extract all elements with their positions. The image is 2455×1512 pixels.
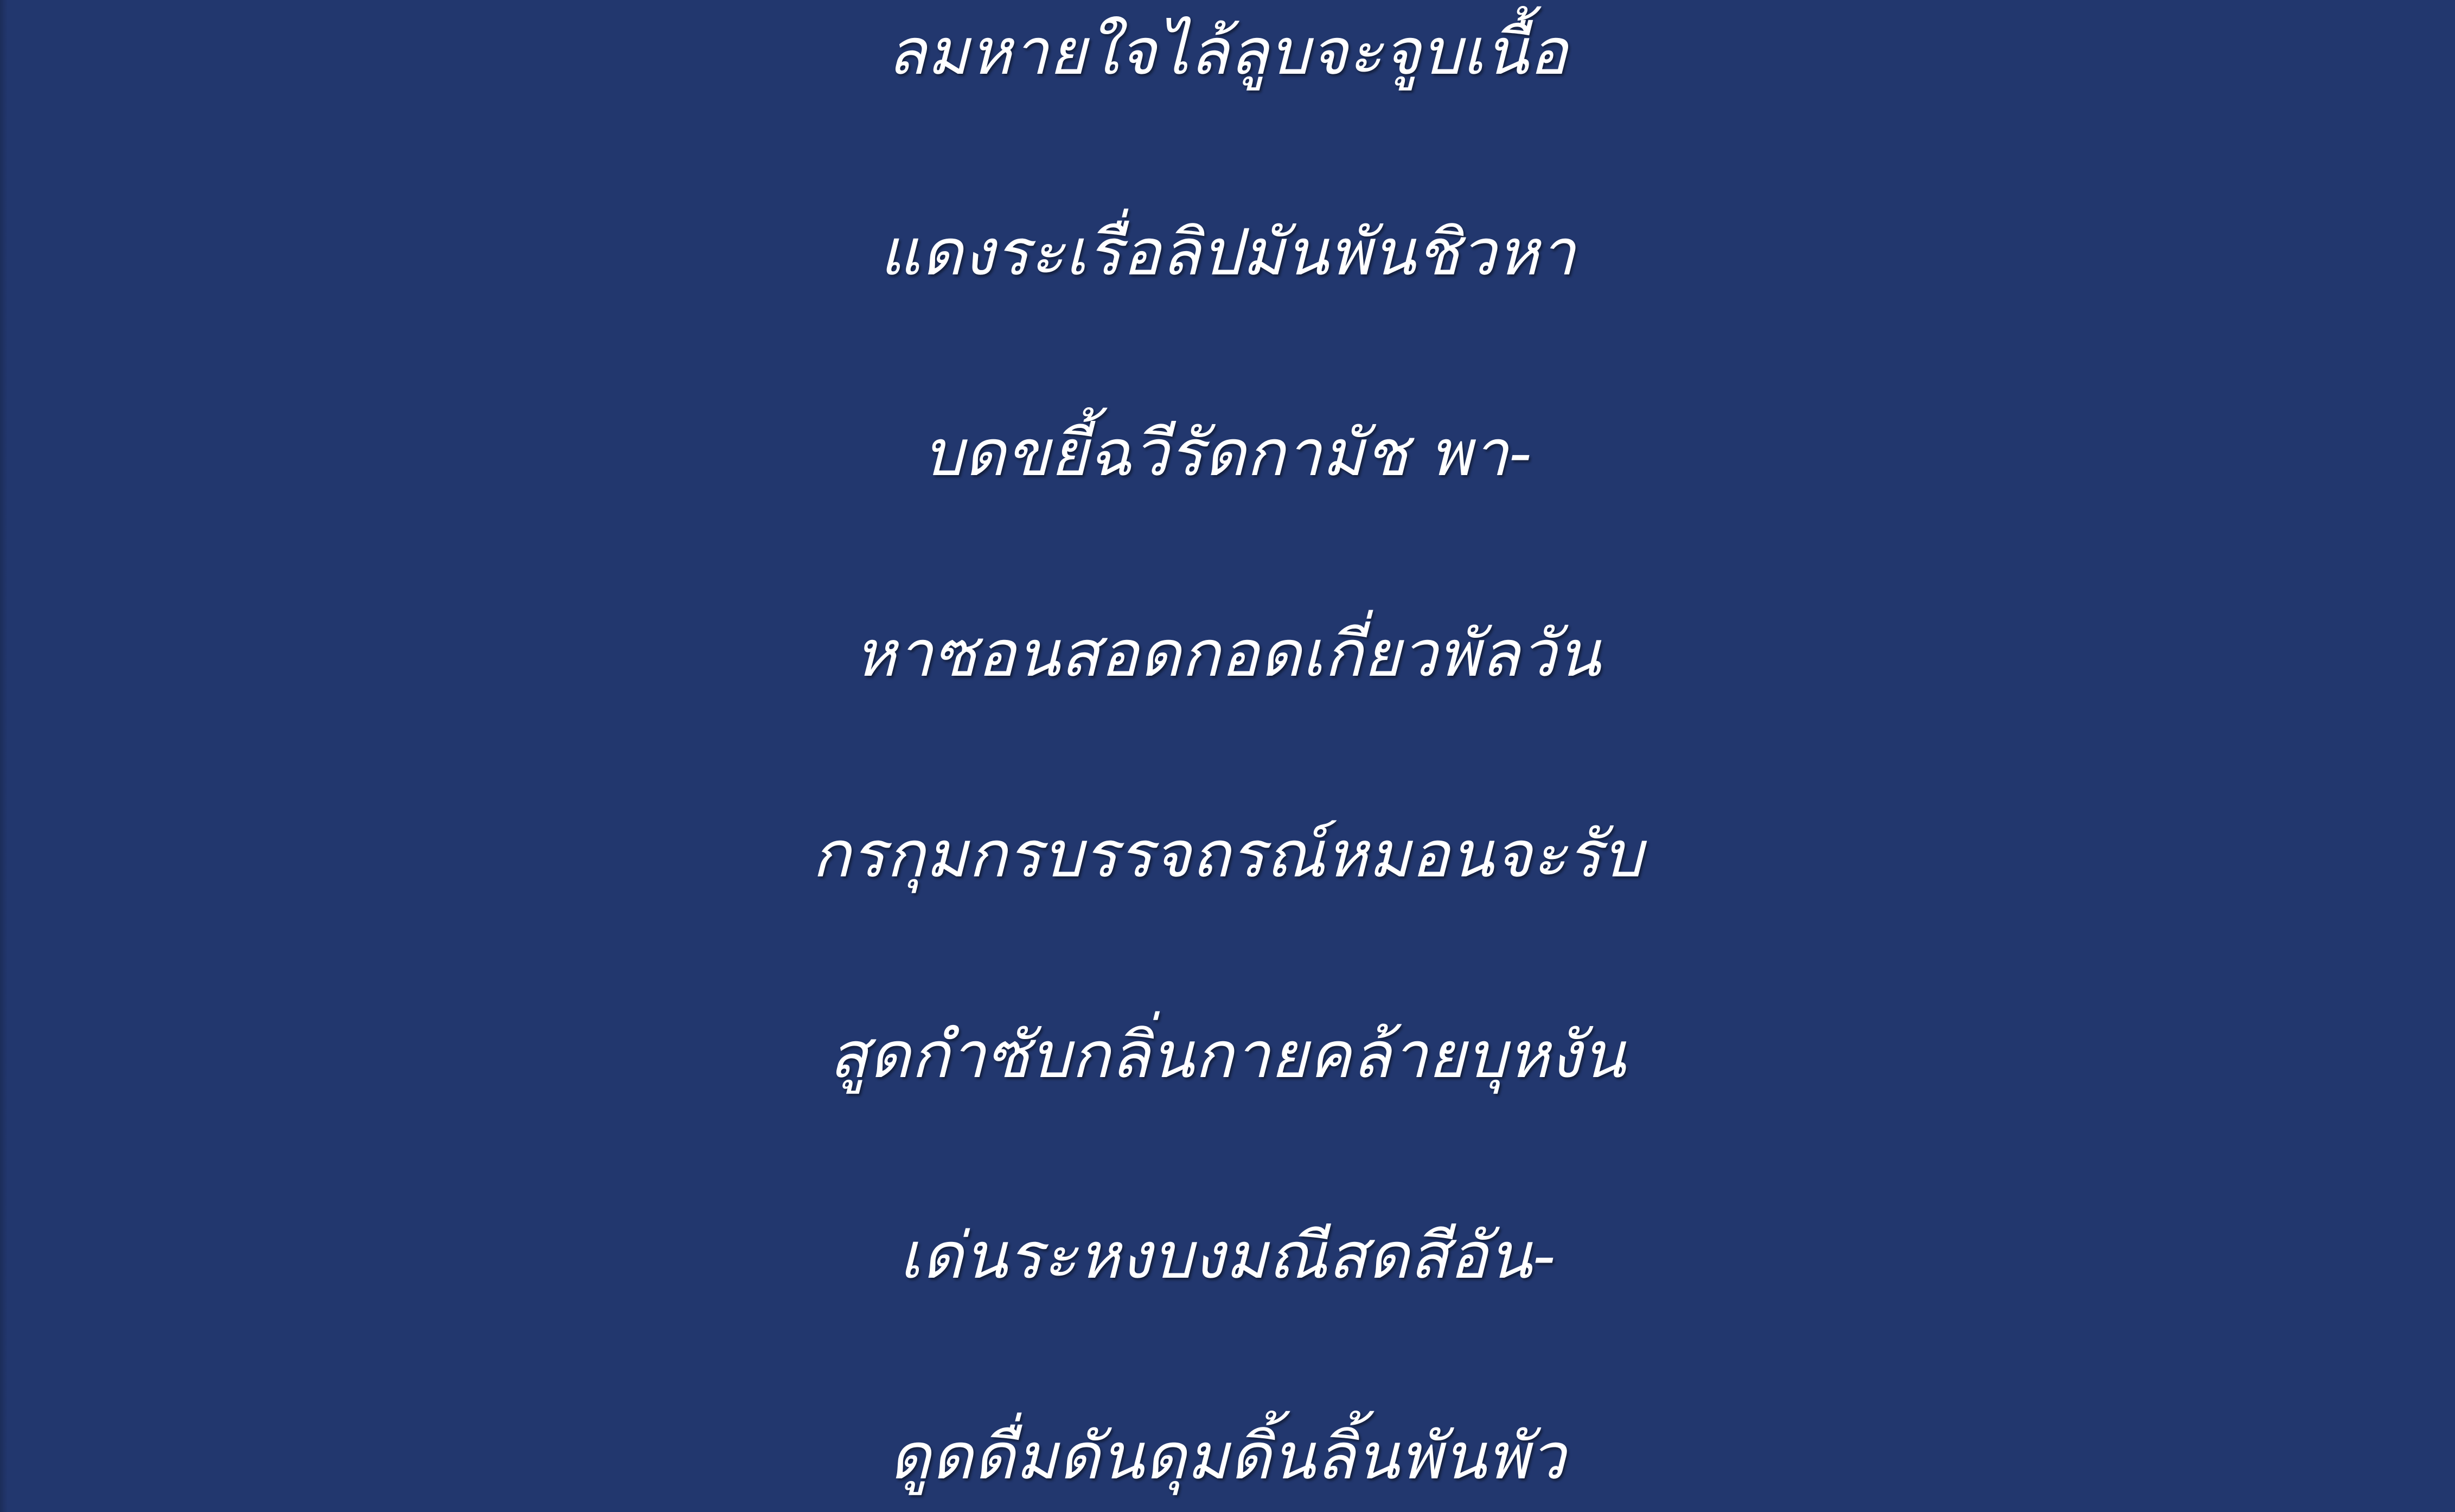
poem-line-7: เด่นระหงบงมณีสดสีอัน- (899, 1218, 1556, 1293)
poem-line-8: ดูดดื่มดันดุมดิ้นลิ้นพันพัว (888, 1419, 1567, 1494)
poem-line-6: สูดกำซับกลิ่นกายคล้ายบุหงัน (829, 1017, 1626, 1092)
poem-line-3: บดขยี้ฉวีรัดกามัช พา- (923, 415, 1532, 490)
poem-line-4: หาซอนสอดกอดเกี่ยวพัลวัน (854, 616, 1601, 691)
poem-line-5: กรกุมกรบรรจถรณ์หมอนจะรับ (811, 817, 1644, 892)
poem-line-2: แดงระเรื่อลิปมันพันชิวหา (879, 215, 1576, 290)
poem-line-1: ลมหายใจไล้ลูบจะจูบเนื้อ (887, 14, 1568, 89)
